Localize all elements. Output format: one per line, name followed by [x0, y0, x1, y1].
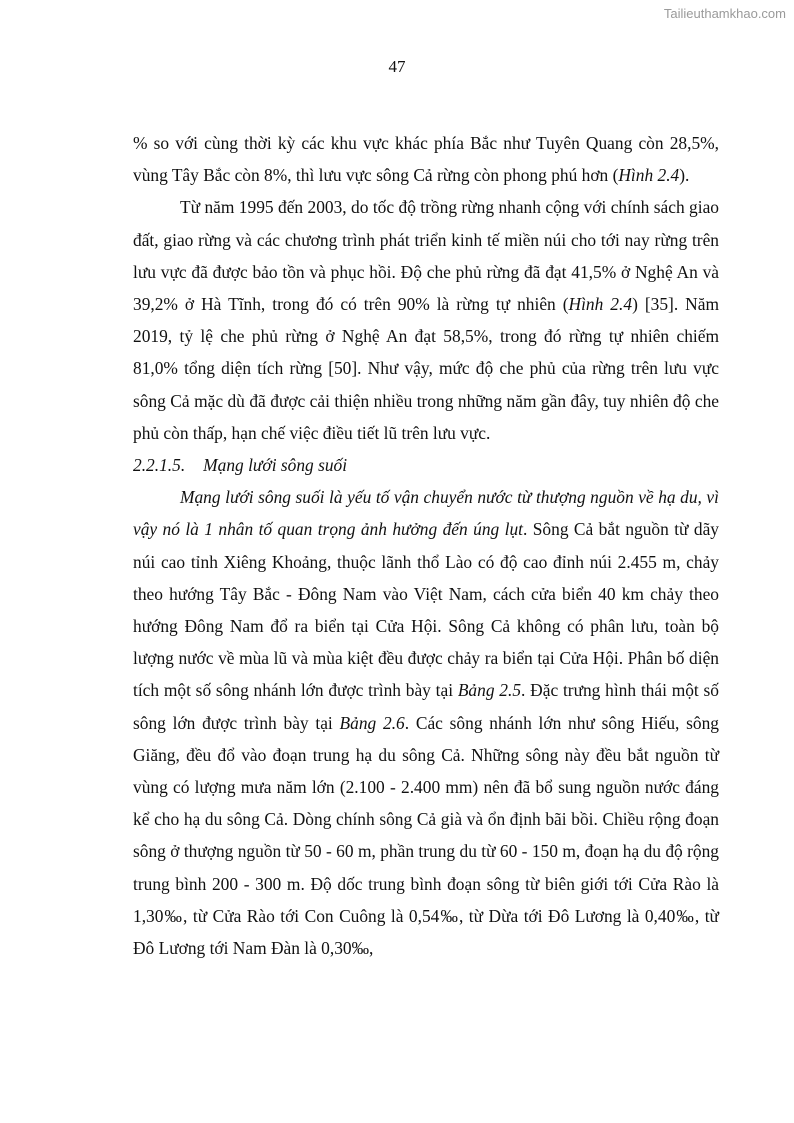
- paragraph-3-text-c: . Các sông nhánh lớn như sông Hiếu, sông Giăng, đều đổ vào đoạn trung hạ du sông Cả. Những sông này đều bắt nguồn từ vùng có lượng mưa năm lớn (2.100 - 2.400 mm) nên đã bổ sung nguồn nước đáng kể cho hạ du sông Cả. Dòng chính sông Cả già và ổn định bãi bồi. Chiều rộng đoạn sông ở thượng nguồn từ 50 - 60 m, phần trung du từ 60 - 150 m, đoạn hạ du độ rộng trung bình 200 - 300 m. Độ dốc trung bình đoạn sông từ biên giới tới Cửa Rào là 1,30‰, từ Cửa Rào tới Con Cuông là 0,54‰, từ Dừa tới Đô Lương là 0,40‰, từ Đô Lương tới Nam Đàn là 0,30‰,: [133, 712, 719, 959]
- watermark: Tailieuthamkhao.com: [663, 6, 786, 21]
- paragraph-1-text-a: % so với cùng thời kỳ các khu vực khác phía Bắc như Tuyên Quang còn 28,5%, vùng Tây Bắc còn 8%, thì lưu vực sông Cả rừng còn phong phú hơn (: [133, 133, 719, 186]
- paragraph-1: [133, 127, 719, 191]
- table-ref: Bảng 2.6: [339, 712, 405, 733]
- figure-ref: Hình 2.4: [568, 294, 633, 315]
- paragraph-3: [133, 481, 719, 964]
- paragraph-3-text-a: . Sông Cả bắt nguồn từ dãy núi cao tỉnh Xiêng Khoảng, thuộc lãnh thổ Lào có độ cao đỉnh núi 2.455 m, chảy theo hướng Tây Bắc - Đông Nam vào Việt Nam, cách cửa biển 40 km chảy theo hướng Đông Nam đổ ra biển tại Cửa Hội. Sông Cả không có phân lưu, toàn bộ lượng nước về mùa lũ và mùa kiệt đều được chảy ra biển tại Cửa Hội. Phân bố diện tích một số sông nhánh lớn được trình bày tại: [133, 519, 719, 701]
- paragraph-3-text-b: . Đặc trưng hình thái một số sông lớn được trình bày tại: [133, 680, 719, 733]
- section-title: Mạng lưới sông suối: [203, 455, 348, 476]
- figure-ref: Hình 2.4: [618, 165, 680, 186]
- paragraph-1-text-b: ).: [679, 165, 690, 186]
- paragraph-2-text-b: ) [35]. Năm 2019, tỷ lệ che phủ rừng ở Nghệ An đạt 58,5%, trong đó rừng tự nhiên chiếm 81,0% tổng diện tích rừng [50]. Như vậy, mức độ che phủ của rừng trên lưu vực sông Cả mặc dù đã được cải thiện nhiều trong những năm gần đây, tuy nhiên độ che phủ còn thấp, hạn chế việc điều tiết lũ trên lưu vực.: [133, 294, 719, 443]
- table-ref: Bảng 2.5: [457, 680, 522, 701]
- section-heading: [133, 449, 719, 481]
- section-number: 2.2.1.5.: [133, 455, 186, 476]
- paragraph-2-text-a: Từ năm 1995 đến 2003, do tốc độ trồng rừng nhanh cộng với chính sách giao đất, giao rừng và các chương trình phát triển kinh tế miền núi cho tới nay rừng trên lưu vực đã được bảo tồn và phục hồi. Độ che phủ rừng đã đạt 41,5% ở Nghệ An và 39,2% ở Hà Tĩnh, trong đó có trên 90% là rừng tự nhiên (: [133, 197, 719, 315]
- document-body: [133, 127, 719, 964]
- page-number: 47: [388, 57, 406, 76]
- paragraph-3-lead: Mạng lưới sông suối là yếu tố vận chuyển nước từ thượng nguồn về hạ du, vì vậy nó là 1 nhân tố quan trọng ảnh hưởng đến úng lụt: [133, 487, 719, 540]
- paragraph-2: [133, 191, 719, 449]
